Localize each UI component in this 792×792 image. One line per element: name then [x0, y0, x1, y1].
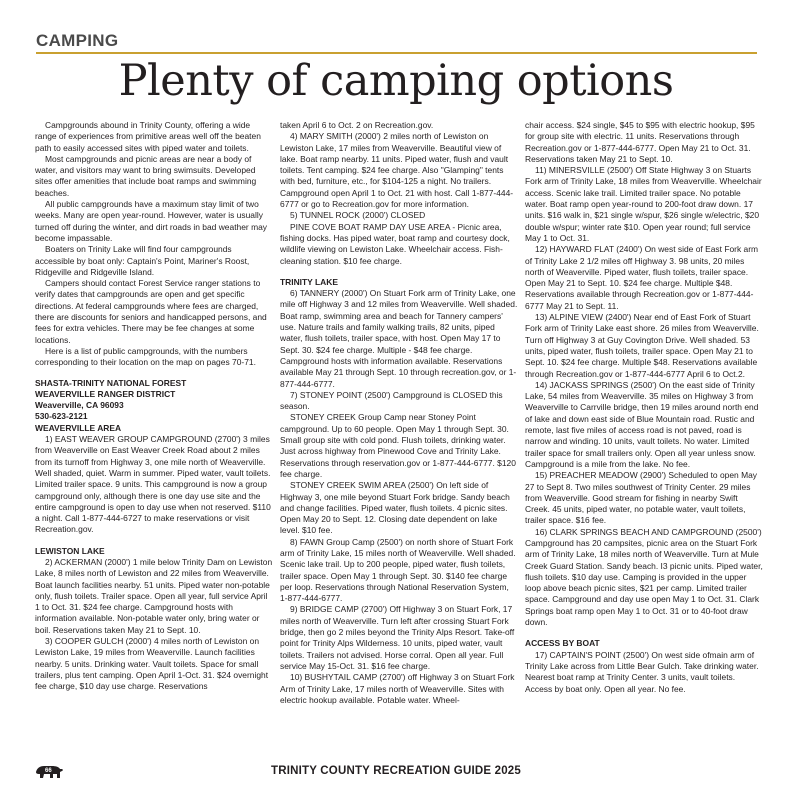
campground-entry: 10) BUSHYTAIL CAMP (2700') off Highway 3 on Stuart Fork Arm of Trinity Lake, 17 miles north of Weaverville. Sites with electric hookup available. Potable water. Wheel-	[280, 672, 515, 705]
column-1	[35, 120, 273, 693]
page-footer: TRINITY COUNTY RECREATION GUIDE 2025	[270, 765, 522, 777]
campground-entry: 7) STONEY POINT (2500') Campground is CLOSED this season.	[280, 389, 503, 412]
agency-name: SHASTA-TRINITY NATIONAL FOREST	[35, 377, 187, 388]
area-heading: ACCESS BY BOAT	[525, 638, 600, 649]
campground-entry: 1) EAST WEAVER GROUP CAMPGROUND (2700') 3 miles from Weaverville on East Weaver Creek Road about 2 miles from its turnoff from Highway 3, one mile north of Weaverville. Well shaded, quiet. Warm in summer. Piped water, vault toilets. Limited trailer space. 9 units. This campground is now a group campground only, although there is one day use site and the entire campground is open to day use when not reserved. $110 a night. Call 1-877-444-6727 to make reservations or visit Recreation.gov.	[35, 434, 271, 535]
intro-paragraph: Most campgrounds and picnic areas are near a body of water, and visitors may want to bring swimsuits. Developed sites offer amenities that include boat ramps and swimming beaches.	[35, 153, 257, 198]
campground-entry: 14) JACKASS SPRINGS (2500') On the east side of Trinity Lake, 54 miles from Weaverville. 35 miles on Highway 3 from Weaverville to Carrville bridge, then 19 miles around north end of lake and down east side of Blue Mountain road. Rustic and remote, last five miles of access road is not paved, road is narrow and winding. 10 units, vault toilets. No water. Limited trailer space for small trailers only. Open all year unless snow. Campground is a mile from the lake. No fee.	[525, 379, 759, 469]
intro-paragraph: Campers should contact Forest Service ranger stations to verify dates that campgrounds are open and get specific directions. At federal campgrounds where fees are charged, there are discounts for seniors and handicapped persons, and fees for extra vehicles. There may be fee changes at some locations.	[35, 278, 267, 345]
column-3	[525, 120, 763, 695]
campground-entry: 13) ALPINE VIEW (2400') Near end of East Fork of Stuart Fork arm of Trinity Lake east shore. 26 miles from Weaverville. Turn off Highway 3 at Guy Covington Drive. Well shaded. 53 units, piped water, flush toilets, trailer space. Open May 21 to Sept. 10. $24 fee charge. Multiple $48. Reservations available through Recreation.gov or 1-877-444-6777 April 6 to Oct.2.	[525, 312, 759, 379]
area-heading: WEAVERVILLE AREA	[35, 422, 122, 433]
intro-paragraph: Campgrounds abound in Trinity County, offering a wide range of experiences from primitive areas well off the beaten path to easily accessed sites with piped water and toilets.	[35, 120, 261, 153]
campground-entry: STONEY CREEK SWIM AREA (2500') On left side of Highway 3, one mile beyond Stuart Fork bridge. Sandy beach and change facilities. Piped water, flush toilets. 4 picnic sites. Open May 20 to Sept. 12. Closing date dependent on lake level. $10 fee.	[280, 480, 510, 536]
section-label: CAMPING	[36, 31, 119, 50]
campground-entry: 12) HAYWARD FLAT (2400') On west side of East Fork arm of Trinity Lake 2 1/2 miles off Highway 3. 98 units, 20 miles north of Weaverville. Piped water, flush toilets, trailer space. Open May 21 to Sept. 10. $24 fee charge. Multiple $48. Reservations available through Recreation.gov or 1-877-444-6777 May 21 to Sept. 11.	[525, 244, 759, 311]
campground-entry: 6) TANNERY (2000') On Stuart Fork arm of Trinity Lake, one mile off Highway 3 and 12 miles from Weaverville. Well shaded. Boat ramp, swimming area and beach for Tannery campers' use. Nature trails and family walking trails, 82 units, piped water, flush toilets, trailer space, with host. Open May 17 to Sept. 30. $24 fee charge. Multiple - $48 fee charge. Campground hosts with information available. Reservations available May 21 through Sept. 10 through recreation.gov, or 1-877-444-6777.	[280, 288, 518, 389]
agency-phone: 530-623-2121	[35, 411, 88, 422]
campground-entry: chair access. $24 single, $45 to $95 with electric hookup, $95 for group site with electric. 11 units. Reservations through Recreation.gov or 1-877-444-6777. Open May 21 to Oct. 31. Reservations taken May 21 to Sept. 10.	[525, 120, 755, 164]
campground-entry: 5) TUNNEL ROCK (2000') CLOSED	[290, 210, 426, 221]
section-rule	[36, 52, 757, 54]
intro-paragraph: Here is a list of public campgrounds, with the numbers corresponding to their location on the map on pages 70-71.	[35, 345, 256, 368]
agency-district: WEAVERVILLE RANGER DISTRICT	[35, 388, 176, 399]
column-2	[280, 120, 518, 706]
campground-entry: 2) ACKERMAN (2000') 1 mile below Trinity Dam on Lewiston Lake, 8 miles north of Lewiston and 22 miles from Weaverville. Boat launch facilities nearby. 51 units. Piped water non-potable only, flush toilets. Trailer space. Open all year, full service April 1 to Oct. 31. $24 fee charge. Campground hosts with information available. Non-potable water only, bring water or boil. Reservations taken May 21 to Sept. 10.	[35, 556, 273, 635]
campground-entry: 3) COOPER GULCH (2000') 4 miles north of Lewiston on Lewiston Lake, 19 miles from Weaverville. Launch facilities nearby. 5 units. Drinking water. Vault toilets. Space for small trailers, plus tent camping. Open April 1-Oct. 31. $24 overnight fee charge, $10 day use charge. Reservations	[35, 636, 269, 692]
campground-entry: PINE COVE BOAT RAMP DAY USE AREA - Picnic area, fishing docks. Has piped water, boat ramp and courtesy dock, wildlife viewing on Lewiston Lake. Wheelchair access. Fish-cleaning station. $10 fee charge.	[280, 221, 510, 266]
agency-city: Weaverville, CA 96093	[35, 400, 124, 411]
page-number: 66	[45, 768, 52, 774]
campground-entry: 17) CAPTAIN'S POINT (2500') On west side ofmain arm of Trinity Lake across from Little Bear Gulch. Take drinking water. Nearest boat ramp at Trinity Center. 3 units, vault toilets. Access by boat only. Open all year. No fee.	[525, 649, 759, 694]
campground-entry: taken April 6 to Oct. 2 on Recreation.gov.	[280, 120, 434, 130]
area-heading: TRINITY LAKE	[280, 276, 338, 287]
campground-entry: 11) MINERSVILLE (2500') Off State Highway 3 on Stuarts Fork arm of Trinity Lake, 18 miles from Weaverville. Wheelchair access. Scenic lake trail. Limited trailer space. No potable water. Boat ramp open year-round to 200-foot draw down. 17 units. $16 walk in, $21 single w/spur, $26 single w/electric, $20 double w/spur; winter rate $10. Open year round; full service May 1 to Oct. 31.	[525, 165, 762, 243]
campground-entry: 4) MARY SMITH (2000') 2 miles north of Lewiston on Lewiston Lake, 17 miles from Weaverville. Beautiful view of lake. Boat ramp nearby. 11 units. Piped water, flush and vault toilets. Tent camping. $24 fee charge. Also "Glamping" tents with bed, furniture, etc., for $104-125 a night. No trailers. Campground open April 1 to Oct. 21 with host. Call 1-877-444-6777 or go to Recreation.gov for more information.	[280, 131, 514, 210]
intro-paragraph: All public campgrounds have a maximum stay limit of two weeks. Many are open year-round. However, water is usually turned off during the winter, and dirt roads in bad weather may become impassable.	[35, 199, 268, 243]
area-heading: LEWISTON LAKE	[35, 545, 105, 556]
campground-entry: 8) FAWN Group Camp (2500') on north shore of Stuart Fork arm of Trinity Lake, 15 miles north of Weaverville. Well shaded. Scenic lake trail. Up to 200 people, piped water, flush toilets, trailer space. Open May 1 through Sept. 30. $140 fee charge per loop. Reservations through National Reservation System, 1-877-444-6777.	[280, 536, 516, 604]
campground-entry: 15) PREACHER MEADOW (2900') Scheduled to open May 27 to Sept 8. Two miles southwest of Trinity Center. 29 miles from Weaverville. Good stream for fishing in nearby Swift Creek. 45 units, piped water, no potable water, vault toilets, trailer space. $16 fee.	[525, 470, 758, 526]
campground-entry: 16) CLARK SPRINGS BEACH AND CAMPGROUND (2500') Campground has 20 campsites, picnic area on the Stuart Fork arm of Trinity Lake, 18 miles north of Weaverville. Turn at Mule Creek Guard Station. Sandy beach. I3 picnic units. Piped water, flush toilets. $10 day use. Camping is provided in the upper loop above beach picnic sites, $21 per camp. Limited trailer space. Campground and day use open May 1 to Oct. 31. Clark Springs boat ramp open May 1 to Oct. 31 or to 40-foot draw down.	[525, 526, 763, 628]
page-headline: Plenty of camping options	[118, 56, 674, 106]
campground-entry: STONEY CREEK Group Camp near Stoney Point campground. Up to 60 people. Open May 1 through Sept. 30. Small group site with cold pond. Flush toilets, drinking water. Just across highway from Pinewood Cove and Trinity Lake. Reservations through reservation.gov or 1-877-444-6777. $120 fee charge.	[280, 412, 516, 479]
campground-entry: 9) BRIDGE CAMP (2700') Off Highway 3 on Stuart Fork, 17 miles north of Weaverville. Turn left after crossing Stuart Fork bridge, then go 2 miles beyond the Trinity Alps Resort. Take-off point for Trinity Alps Wilderness. 10 units, piped water, vault toilets. Trailers not advised. Horse corral. Open all year. Full service May 15-Oct. 31. $16 fee charge.	[280, 604, 515, 671]
intro-paragraph: Boaters on Trinity Lake will find four campgrounds accessible by boat only: Captain's Point, Mariner's Roost, Ridgeville and Ridgeville Island.	[35, 244, 250, 277]
